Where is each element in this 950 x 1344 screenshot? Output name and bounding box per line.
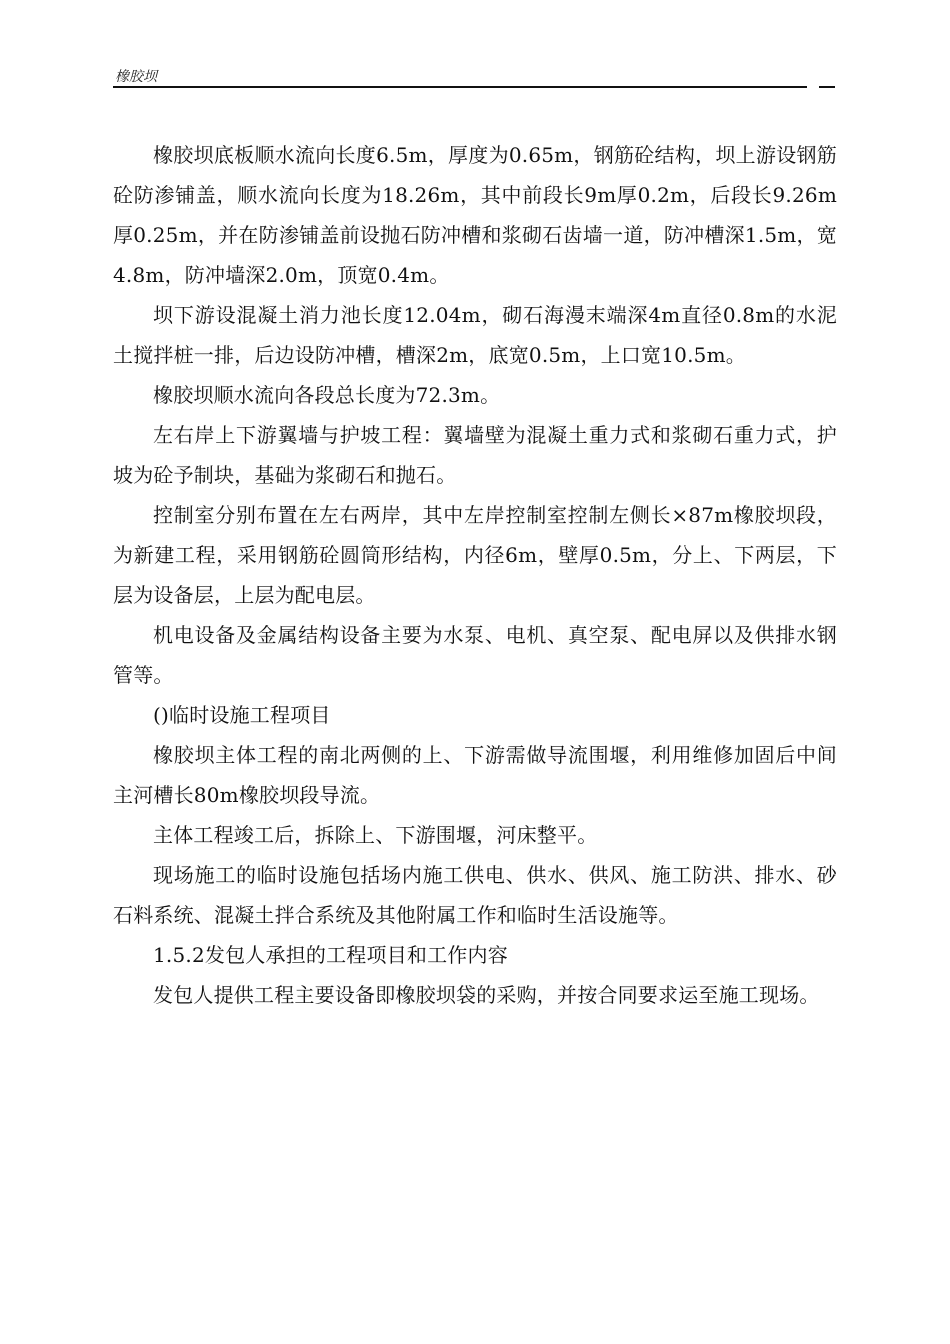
paragraph-site-facilities: 现场施工的临时设施包括场内施工供电、供水、供风、施工防洪、排水、砂石料系统、混凝土拌合系统及其他附属工作和临时生活设施等。 xyxy=(113,863,837,927)
paragraph-dam-floor-slab: 橡胶坝底板顺水流向长度6.5m，厚度为0.65m，钢筋砼结构，坝上游设钢筋砼防渗铺盖，顺水流向长度为18.26m，其中前段长9m厚0.2m，后段长9.26m厚0.25m，并在防渗铺盖前设抛石防冲槽和浆砌石齿墙一道，防冲槽深1.5m，宽4.8m，防冲墙深2.0m，顶宽0.4m。 xyxy=(113,143,837,287)
header-dash xyxy=(819,86,835,88)
paragraph-cofferdam: 橡胶坝主体工程的南北两侧的上、下游需做导流围堰，利用维修加固后中间主河槽长80m橡胶坝段导流。 xyxy=(113,743,837,807)
document-body xyxy=(113,135,837,1015)
paragraph-total-length: 橡胶坝顺水流向各段总长度为72.3m。 xyxy=(153,383,501,407)
paragraph-equipment: 机电设备及金属结构设备主要为水泵、电机、真空泵、配电屏以及供排水钢管等。 xyxy=(113,623,837,687)
paragraph-downstream-stilling-basin: 坝下游设混凝土消力池长度12.04m，砌石海漫末端深4m直径0.8m的水泥土搅拌桩一排，后边设防冲槽，槽深2m，底宽0.5m，上口宽10.5m。 xyxy=(113,303,837,367)
page-header xyxy=(113,62,837,90)
heading-section-1-5-2: 1.5.2发包人承担的工程项目和工作内容 xyxy=(153,943,508,967)
header-title: 橡胶坝 xyxy=(115,69,157,85)
header-rule xyxy=(113,86,807,88)
paragraph-wing-walls: 左右岸上下游翼墙与护坡工程：翼墙壁为混凝土重力式和浆砌石重力式，护坡为砼予制块，基础为浆砌石和抛石。 xyxy=(113,423,837,487)
heading-temporary-facilities: ()临时设施工程项目 xyxy=(153,703,331,727)
paragraph-completion: 主体工程竣工后，拆除上、下游围堰，河床整平。 xyxy=(153,823,598,847)
paragraph-employer-supply: 发包人提供工程主要设备即橡胶坝袋的采购，并按合同要求运至施工现场。 xyxy=(153,983,820,1007)
paragraph-control-room: 控制室分别布置在左右两岸，其中左岸控制室控制左侧长×87m橡胶坝段，为新建工程，采用钢筋砼圆筒形结构，内径6m，壁厚0.5m，分上、下两层，下层为设备层，上层为配电层。 xyxy=(113,503,837,607)
